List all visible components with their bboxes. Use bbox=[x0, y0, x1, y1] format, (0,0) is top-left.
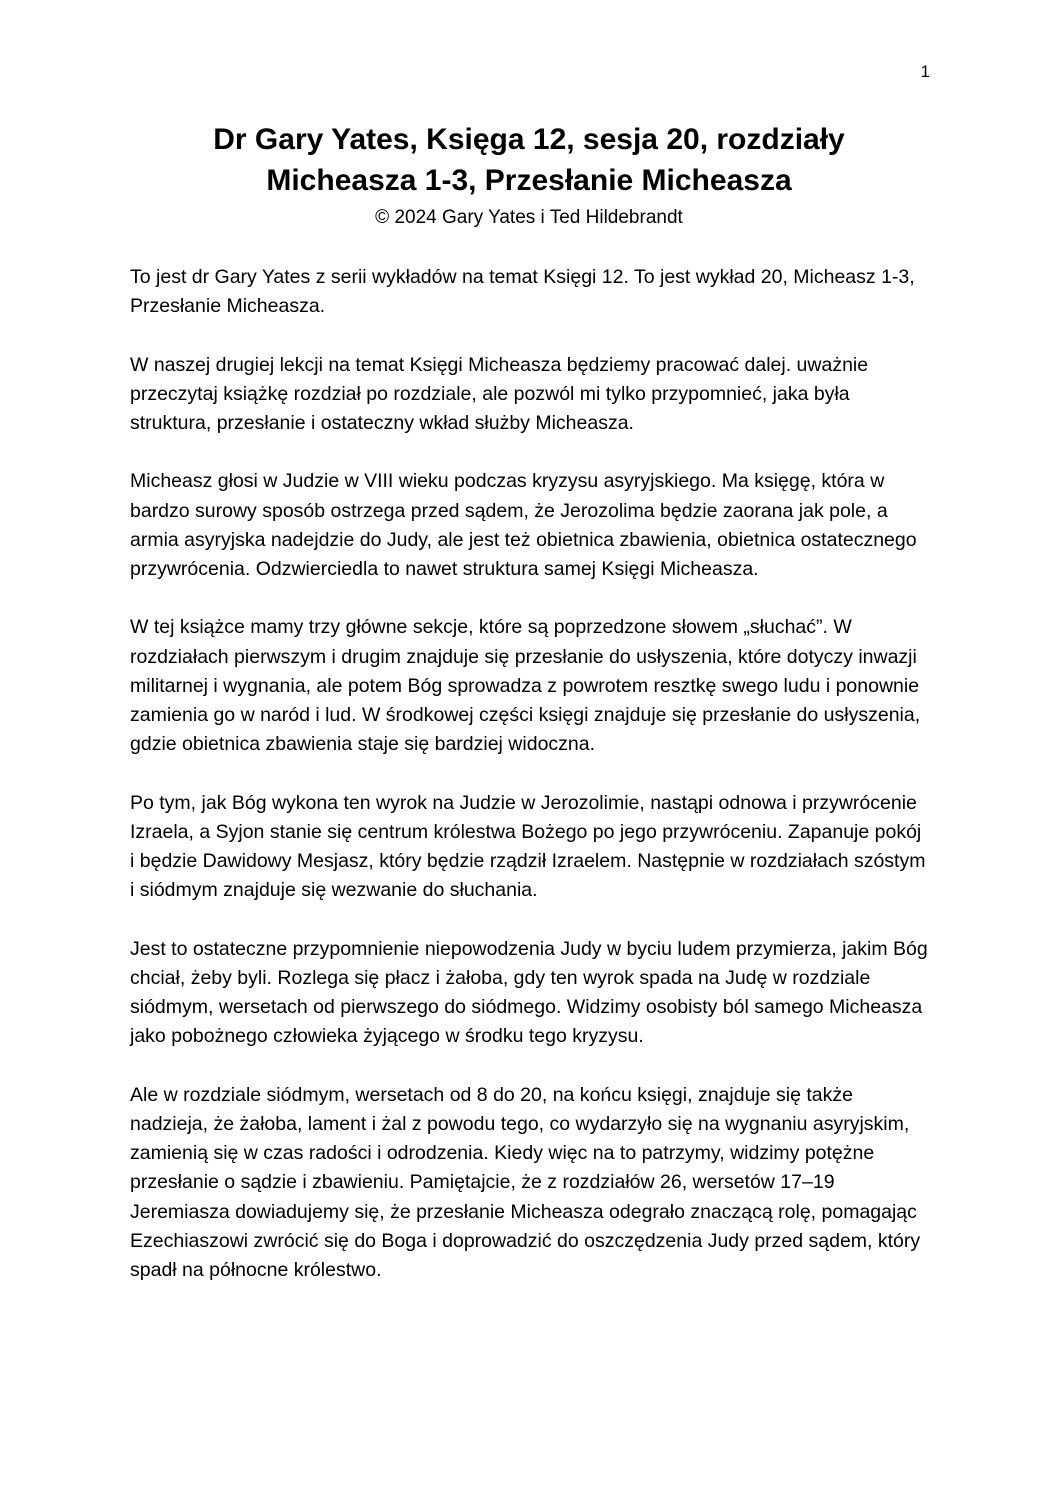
paragraph: Micheasz głosi w Judzie w VIII wieku podczas kryzysu asyryjskiego. Ma księgę, która w bardzo surowy sposób ostrzega przed sądem, że Jerozolima będzie zaorana jak pole, a armia asyryjska nadejdzie do Judy, ale jest też obietnica zbawienia, obietnica ostatecznego przywrócenia. Odzwierciedla to nawet struktura samej Księgi Micheasza. bbox=[130, 470, 917, 580]
copyright-line: © 2024 Gary Yates i Ted Hildebrandt bbox=[375, 207, 683, 228]
page-number: 1 bbox=[920, 62, 930, 81]
paragraph: W tej książce mamy trzy główne sekcje, które są poprzedzone słowem „słuchać”. W rozdziałach pierwszym i drugim znajduje się przesłanie do usłyszenia, które dotyczy inwazji militarnej i wygnania, ale potem Bóg sprowadza z powrotem resztkę swego ludu i ponownie zamienia go w naród i lud. W środkowej części księgi znajduje się przesłanie do usłyszenia, gdzie obietnica zbawienia staje się bardziej widoczna. bbox=[130, 616, 921, 756]
paragraph: Po tym, jak Bóg wykona ten wyrok na Judzie w Jerozolimie, nastąpi odnowa i przywrócenie Izraela, a Syjon stanie się centrum królestwa Bożego po jego przywróceniu. Zapanuje pokój i będzie Dawidowy Mesjasz, który będzie rządził Izraelem. Następnie w rozdziałach szóstym i siódmym znajduje się wezwanie do słuchania. bbox=[130, 791, 926, 902]
paragraphs bbox=[130, 263, 928, 1285]
paragraph: W naszej drugiej lekcji na temat Księgi Micheasza będziemy pracować dalej. uważnie przeczytaj książkę rozdział po rozdziale, ale pozwól mi tylko przypomnieć, jaka była struktura, przesłanie i ostateczny wkład służby Micheasza. bbox=[130, 353, 869, 434]
paragraph: Ale w rozdziale siódmym, wersetach od 8 do 20, na końcu księgi, znajduje się także nadzieja, że żałoba, lament i żal z powodu tego, co wydarzyło się na wygnaniu asyryjskim, zamienią się w czas radości i odrodzenia. Kiedy więc na to patrzymy, widzimy potężne przesłanie o sądzie i zbawieniu. Pamiętajcie, że z rozdziałów 26, wersetów 17–19 Jeremiasza dowiadujemy się, że przesłanie Micheasza odegrało znaczącą rolę, pomagając Ezechiaszowi zwrócić się do Boga i doprowadzić do oszczędzenia Judy przed sądem, który spadł na północne królestwo. bbox=[130, 1083, 921, 1281]
title-line-1: Dr Gary Yates, Księga 12, sesja 20, rozdziały bbox=[213, 123, 845, 156]
document-title bbox=[130, 120, 928, 201]
paragraph: Jest to ostateczne przypomnienie niepowodzenia Judy w byciu ludem przymierza, jakim Bóg chciał, żeby byli. Rozlega się płacz i żałoba, gdy ten wyrok spada na Judę w rozdziale siódmym, wersetach od pierwszego do siódmego. Widzimy osobisty ból samego Micheasza jako pobożnego człowieka żyjącego w środku tego kryzysu. bbox=[130, 937, 928, 1048]
title-line-2: Micheasza 1-3, Przesłanie Micheasza bbox=[266, 163, 792, 197]
paragraph: To jest dr Gary Yates z serii wykładów na temat Księgi 12. To jest wykład 20, Micheasz 1-3, Przesłanie Micheasza. bbox=[130, 266, 915, 318]
